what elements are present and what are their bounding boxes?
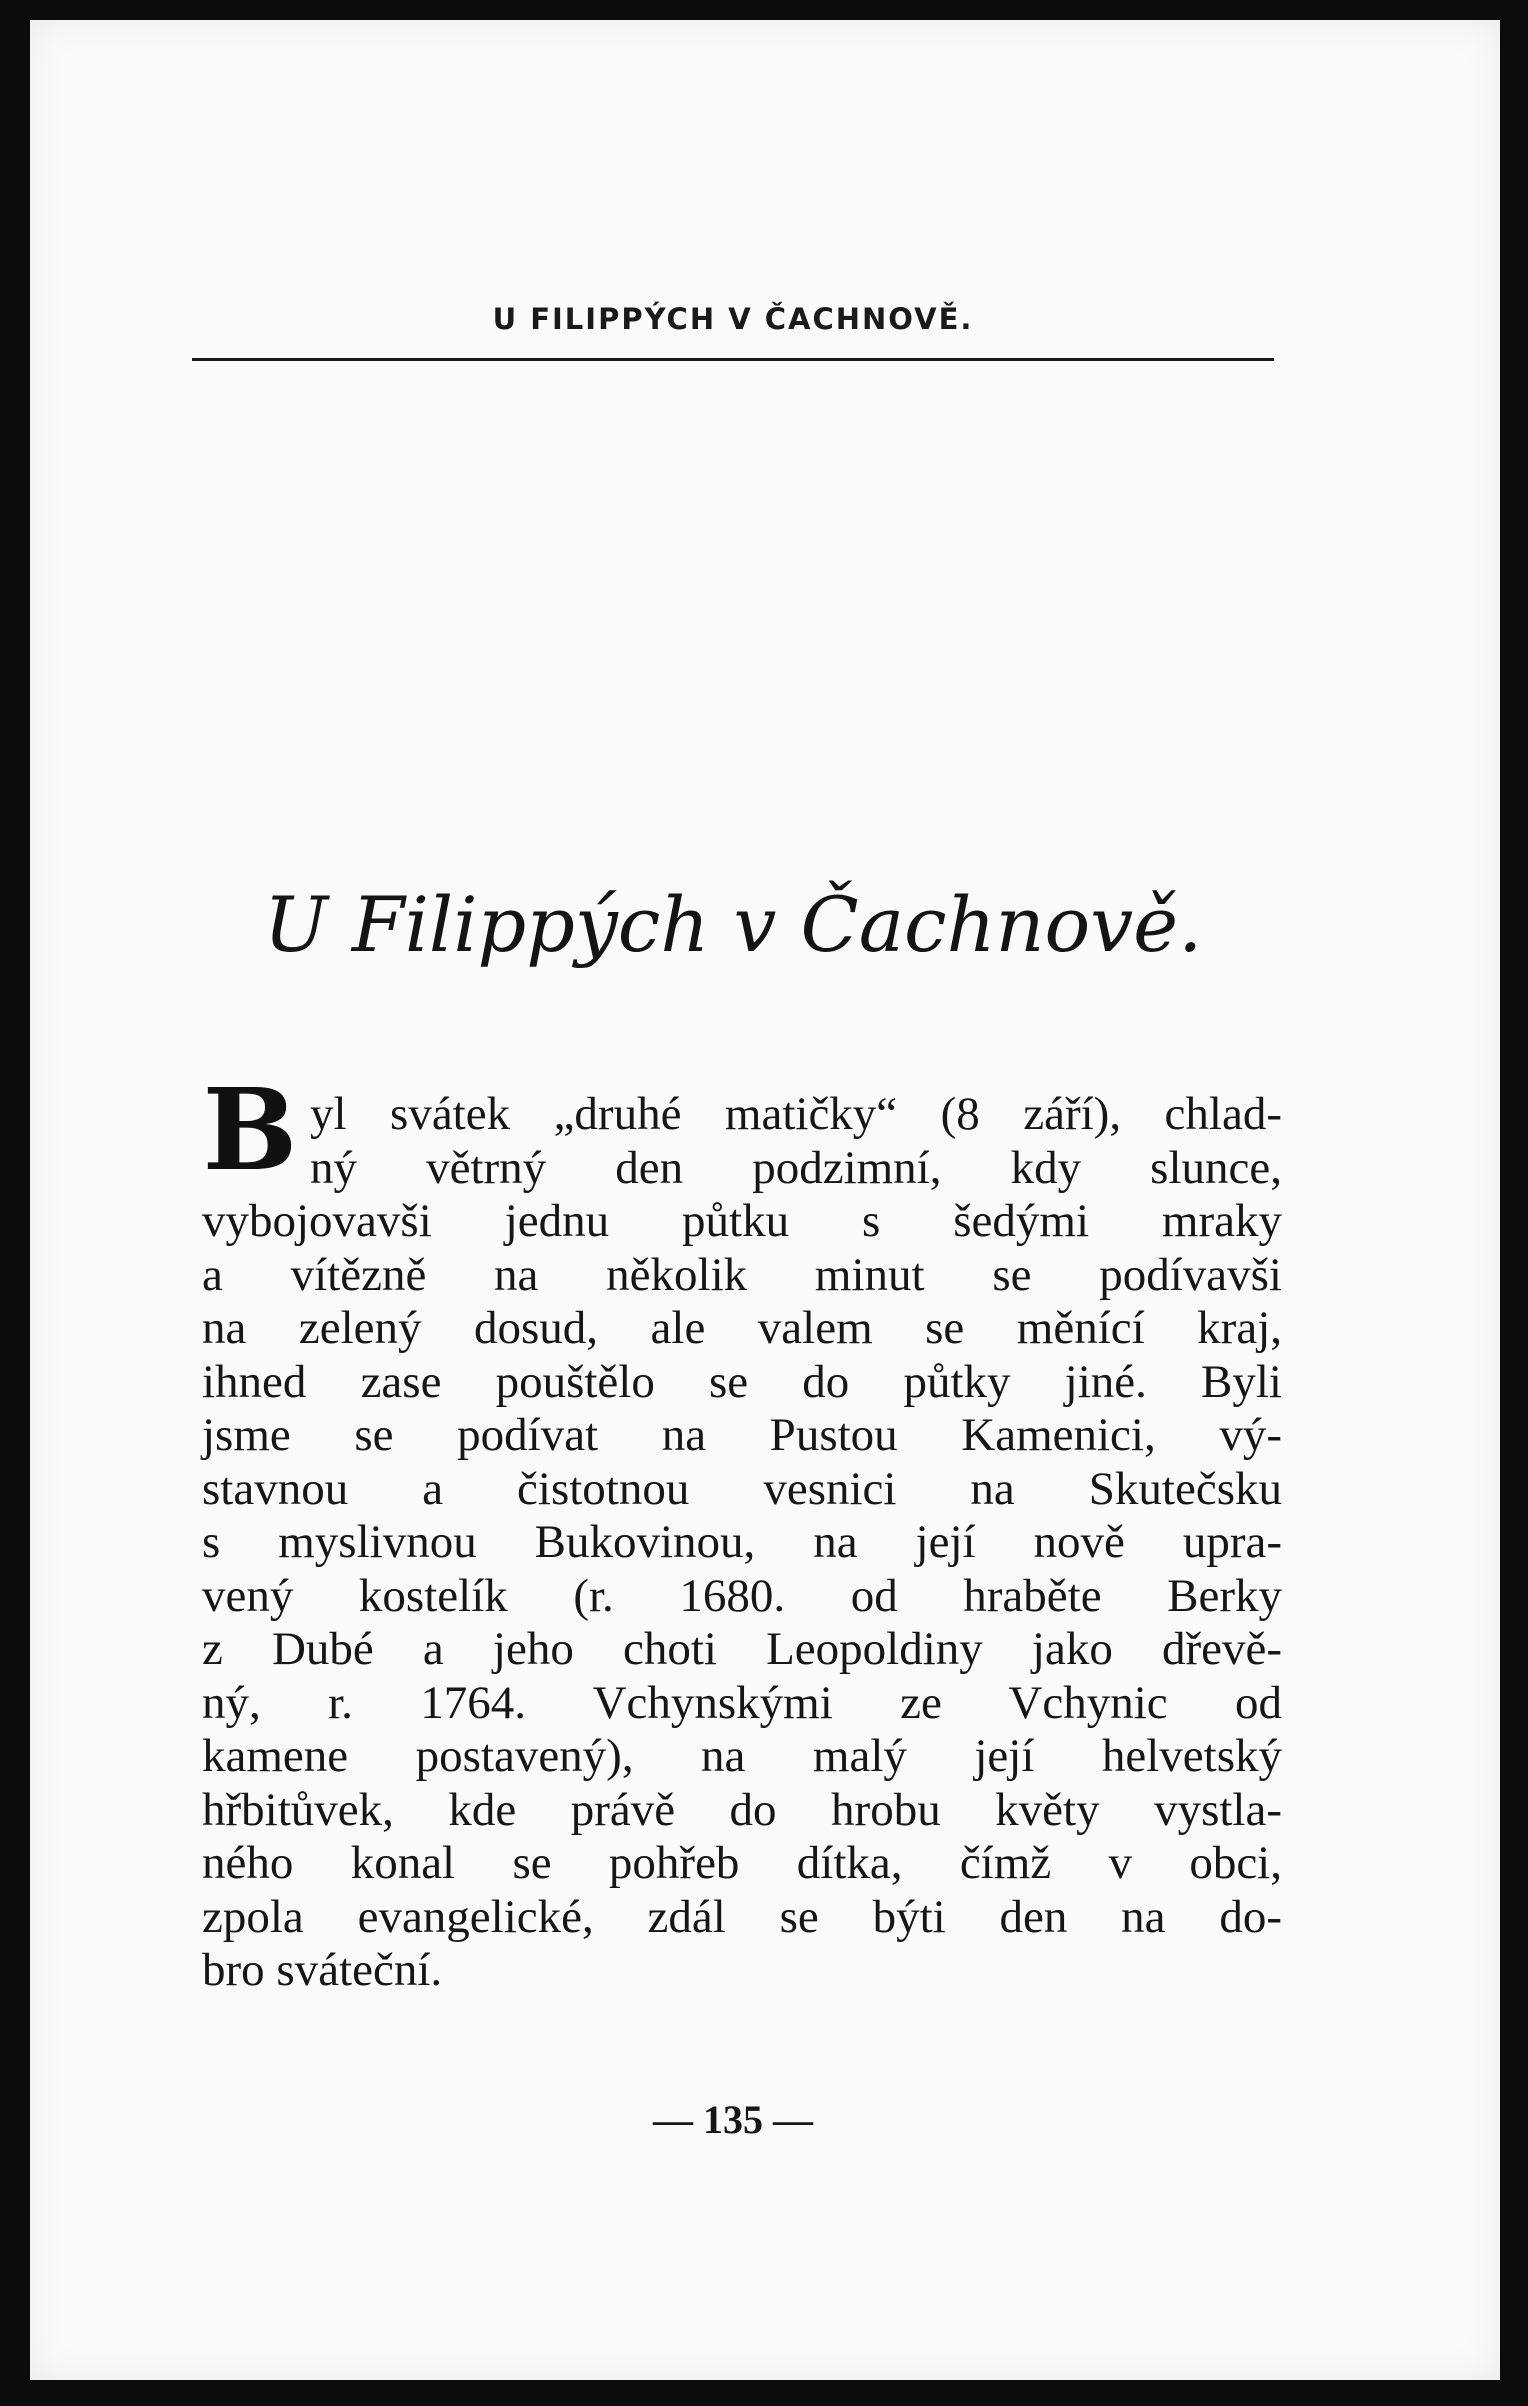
text-line: yl svátek „druhé matičky“ (8 září), chlad- (310, 1088, 1282, 1140)
header-rule (192, 358, 1274, 361)
drop-cap-initial: B (202, 1065, 298, 1196)
text-line: zpola evangelické, zdál se býti den na do- (202, 1890, 1282, 1943)
running-head: U FILIPPÝCH V ČACHNOVĚ. (492, 302, 974, 336)
text-line: bro sváteční. (202, 1944, 443, 1996)
text-line: stavnou a čistotnou vesnici na Skutečsku (202, 1462, 1282, 1515)
text-line: vený kostelík (r. 1680. od hraběte Berky (202, 1569, 1282, 1622)
text-line: hřbitůvek, kde právě do hrobu květy vystla- (202, 1783, 1282, 1836)
body-paragraph (202, 1088, 1282, 1998)
text-line: ihned zase pouštělo se do půtky jiné. Byli (202, 1355, 1282, 1408)
chapter-title: U Filippých v Čachnově. (263, 880, 1203, 969)
text-line: ný větrný den podzimní, kdy slunce, (310, 1141, 1282, 1194)
text-line: z Dubé a jeho choti Leopoldiny jako dřevě- (202, 1623, 1282, 1675)
text-line: a vítězně na několik minut se podívavši (202, 1248, 1282, 1301)
text-line: vybojovavši jednu půtku s šedými mraky (202, 1195, 1282, 1247)
text-line: kamene postavený), na malý její helvetský (202, 1730, 1282, 1782)
text-line: ný, r. 1764. Vchynskými ze Vchynic od (202, 1676, 1282, 1729)
page-number: — 135 — (653, 2097, 813, 2142)
text-line: s myslivnou Bukovinou, na její nově upra- (202, 1516, 1282, 1568)
text-line: ného konal se pohřeb dítka, čímž v obci, (202, 1837, 1282, 1889)
text-line: jsme se podívat na Pustou Kamenici, vý- (202, 1409, 1282, 1461)
text-line: na zelený dosud, ale valem se měnící kraj, (202, 1302, 1282, 1354)
